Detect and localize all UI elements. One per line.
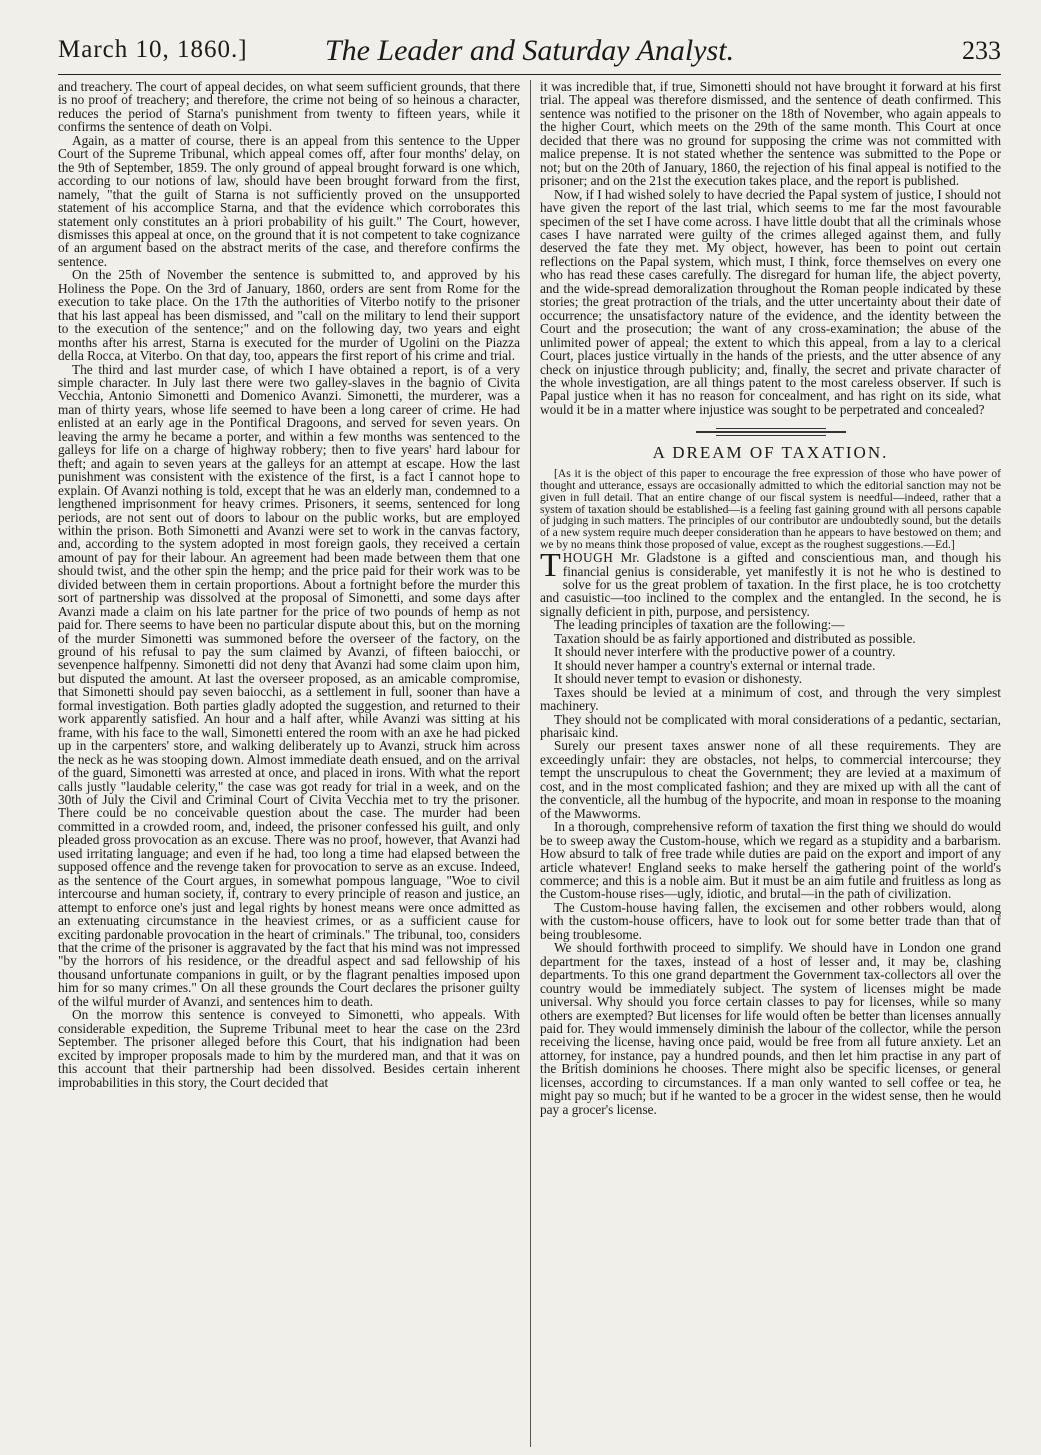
drop-cap: T (540, 547, 561, 585)
right-paragraph: Now, if I had wished solely to have decried the Papal system of justice, I should not have given the report of the last trial, which seems to me far the most favourable specimen of the set I have come across. I have little doubt that all the criminals whose cases I have narrated were guilty of the crimes alleged against them, and fully deserved the fate they met. My object, however, has been to point out certain reflections on the Papal system, which must, I think, force themselves on every one who has read these cases carefully. The disregard for human life, the abject poverty, and the wide-spread demoralization throughout the Roman people indicated by these stories; the great protraction of the trials, and the utter uncertainty about their date of occurrence; the unsatisfactory nature of the evidence, and the identity between the Court and the prosecution; the want of any cross-examination; the abuse of the unlimited power of appeal; the extent to which this appeal, from a lay to a clerical Court, places justice virtually in the hands of the priests, and the utter absence of any check on injustice through publicity; and, finally, the secret and private character of the whole investigation, are all things patent to the most careless observer. If such is Papal justice when it has no reason for concealment, and has right on its side, what would it be in a matter where injustice was sought to be perpetrated and concealed? (540, 186, 1001, 417)
left-paragraph: On the morrow this sentence is conveyed to Simonetti, who appeals. With considerable expedition, the Supreme Tribunal meet to hear the case on the 23rd September. The prisoner alleged before this Court, that his indignation had been excited by improper proposals made to him by the murdered man, and that it was on this account that their partnership had been dissolved. Besides certain inherent improbabilities in this story, the Court decided that (58, 1007, 520, 1090)
article-title: A DREAM OF TAXATION. (652, 443, 889, 463)
article-paragraph: In a thorough, comprehensive reform of taxation the first thing we should do would be to sweep away the Custom-house, which we regard as a stupidity and a barbarism. How absurd to talk of free trade while duties are paid on the export and import of any article whatever! England seeks to make herself the gathering point of the world's commerce; and this is a noble aim. But it must be an aim futile and fruitless as long as the Custom-house rises—ugly, idiotic, and brutal—in the path of civilization. (540, 819, 1001, 902)
article-paragraph: It should never hamper a country's external or internal trade. (554, 657, 876, 673)
column-divider (530, 80, 531, 1447)
article-paragraph: We should forthwith proceed to simplify. We should have in London one grand department for the taxes, instead of a host of lesser and, it may be, clashing departments. To this one grand department the Government tax-collectors all over the country would be immediately subject. The system of licenses might be made universal. Why should you force certain classes to pay for licenses, while so many others are exempted? But licenses for life would often be better than licenses annually paid for. They would immensely diminish the labour of the collector, while the person receiving the license, having once paid, would be free from all future anxiety. Let an attorney, for instance, pay a hundred pounds, and then let him practise in any part of the British dominions he chooses. There might also be specific licenses, or general licenses, according to circumstances. If a man only wanted to sell coffee or tea, he might pay so much; but if he wanted to be a grocer in the widest sense, then he would pay a grocer's license. (540, 940, 1001, 1117)
date-bracket: ] (238, 36, 248, 63)
left-paragraph: Again, as a matter of course, there is an appeal from this sentence to the Upper Court of the Supreme Tribunal, which appeal comes off, after four months' delay, on the 9th of September, 1859. The only ground of appeal brought forward is one which, according to our notions of law, should have been brought forward from the first, namely, "that the guilt of Starna is not sufficiently proved on the unsupported statement of his accomplice Starna, and that the evidence which corroborates this statement only constitutes an à priori probability of his guilt." The Court, however, dismisses this appeal at once, on the ground that it is not competent to take cognizance of an argument based on the abstract merits of the case, and therefore confirms the sentence. (58, 132, 520, 269)
article-paragraph: Taxation should be as fairly apportioned and distributed as possible. (554, 630, 916, 646)
article-paragraph: Taxes should be levied at a minimum of cost, and through the very simplest machinery. (540, 684, 1001, 714)
left-column (58, 80, 520, 1447)
right-column (540, 80, 1001, 1447)
article-paragraph: The Custom-house having fallen, the excisemen and other robbers would, along with the custom-house officers, have to look out for some better trade than that of being troublesome. (540, 899, 1001, 942)
article-paragraph: They should not be complicated with moral considerations of a pedantic, sectarian, pharisaic kind. (540, 711, 1001, 741)
header-rule (58, 74, 1001, 75)
columns (58, 80, 1001, 1447)
article-paragraph: Surely our present taxes answer none of all these requirements. They are exceedingly unfair: they are obstacles, not helps, to commercial intercourse; they tempt the unscrupulous to cheat the Government; they are levied at a maximum of cost, and in the most complicated fashion; and they are mixed up with all the cant of the conventicle, all the humbug of the hypocrite, and moan in response to the moaning of the Mawworms. (540, 738, 1001, 821)
article-paragraph: It should never interfere with the productive power of a country. (554, 644, 896, 660)
article-paragraph: The leading principles of taxation are the following:— (554, 617, 845, 633)
editor-note: [As it is the object of this paper to encourage the free expression of those who have power of thought and utterance, essays are occasionally admitted to which the editorial sanction may not be given in full detail. That an entire change of our fiscal system is needful—indeed, rather that a system of taxation should be established—is a feeling fast gaining ground with all persons capable of judging in such matters. The principles of our contributor are undoubtedly sound, but the details of a new system require much deeper consideration than he appears to have bestowed on them; and we by no means think those proposed of value, except as the roughest suggestions.—Ed.] (540, 466, 1001, 552)
issue-date: March 10, 1860.] (58, 36, 248, 63)
lead-text: Mr. Gladstone is a gifted and conscientious man, and though his financial genius is considerable, yet manifestly it is not he who is destined to solve for us the great problem of taxation. In the first place, he is too crotchetty and casuistic—too inclined to the complex and the entangled. In the second, he is signally deficient in pith, purpose, and persistency. (540, 550, 1001, 619)
right-paragraph: it was incredible that, if true, Simonetti should not have brought it forward at his first trial. The appeal was therefore dismissed, and the sentence of death confirmed. This sentence was notified to the prisoner on the 18th of November, who again appeals to the higher Court, which meets on the 29th of the same month. This Court at once decided that there was no ground for supposing the crime was not committed with malice prepense. It is not stated whether the sentence was submitted to the Pope or not; but on the 20th of January, 1860, the rejection of his final appeal is notified to the prisoner; and on the 21st the execution takes place, and the report is published. (540, 80, 1001, 189)
masthead (58, 30, 1001, 74)
article-paragraph: It should never tempt to evasion or dishonesty. (554, 671, 803, 687)
lead-caps: HOUGH (562, 550, 614, 566)
left-paragraph: On the 25th of November the sentence is submitted to, and approved by his Holiness the Pope. On the 3rd of January, 1860, orders are sent from Rome for the execution to take place. On the 17th the authorities of Viterbo notify to the prisoner that his last appeal has been dismissed, and "call on the military to lend their support to the execution of the sentence;" and on the following day, two years and eight months after his arrest, Starna is executed for the murder of Ugolini on the Piazza della Rocca, at Viterbo. On that day, too, appears the first report of his crime and trial. (58, 267, 520, 364)
section-ornament (540, 428, 1001, 436)
page-number: 233 (962, 36, 1001, 65)
article-lead-paragraph (540, 547, 1001, 619)
publication-title: The Leader and Saturday Analyst. (324, 34, 735, 67)
left-paragraph: and treachery. The court of appeal decides, on what seem sufficient grounds, that there is no proof of treachery; and therefore, the crime not being of so heinous a character, reduces the period of Starna's punishment from twenty to fifteen years, while it confirms the sentence of death on Volpi. (58, 80, 520, 135)
left-paragraph: The third and last murder case, of which I have obtained a report, is of a very simple character. In July last there were two galley-slaves in the bagnio of Civita Vecchia, Antonio Simonetti and Domenico Avanzi. Simonetti, the murderer, was a man of thirty years, whose life seemed to have been a long career of crime. He had enlisted at an early age in the Pontifical Dragoons, and served for seven years. On leaving the army he became a porter, and within a few months was sentenced to the galleys for life on a charge of highway robbery; then to five years' hard labour for theft; and again to seven years at the galleys for an attempt at escape. How the last punishment was consistent with the existence of the first, is a fact I cannot hope to explain. Of Avanzi nothing is told, except that he was an elderly man, condemned to a lengthened imprisonment for heavy crimes. Prisoners, it seems, sentenced for long periods, are not sent out of doors to labour on the public works, but are employed within the prison. Both Simonetti and Avanzi were set to work in the canvas factory, and, according to the system adopted in most foreign gaols, they received a certain amount of pay for their labour. An agreement had been made between them that one should twist, and the other spin the hemp; and the price paid for their work was to be divided between them in certain proportions. About a fortnight before the murder this sort of partnership was dissolved at the proposal of Simonetti, and some days after Avanzi made a claim on his late partner for the price of two pounds of hemp as not paid for. There seems to have been no particular dispute about this, but on the morning of the murder Simonetti was summoned before the overseer of the factory, on the ground of his refusal to pay the sum claimed by Avanzi, of fifteen baiocchi, or sevenpence halfpenny. Simonetti did not deny that Avanzi had some claim upon him, but disputed the amount. At last the overseer proposed, as an amicable compromise, that Simonetti should pay seven baiocchi, as a settlement in full, sooner than have a formal investigation. Both parties gladly adopted the suggestion, and returned to their work apparently satisfied. An hour and a half after, while Avanzi was sitting at his frame, with his face to the wall, Simonetti entered the room with an axe he had picked up in the carpenters' store, and walking deliberately up to Avanzi, struck him across the neck as he was stooping down. Almost immediate death ensued, and on the arrival of the guard, Simonetti was arrested at once, and placed in irons. With what the report calls justly "laudable celerity," the case was got ready for trial in a week, and on the 30th of July the Civil and Criminal Court of Civita Vecchia met to try the prisoner. There could be no conceivable question about the case. The murder had been committed in a crowded room, and, indeed, the prisoner confessed his guilt, and only pleaded gross provocation as an excuse. There was no proof, however, that Avanzi had used irritating language; and even if he had, too long a time had elapsed between the supposed offence and the revenge taken for provocation to serve as an excuse. Indeed, as the sentence of the Court argues, in somewhat pompous language, "Woe to civil intercourse and human society, if, contrary to every principle of reason and justice, an attempt to enforce one's just and legal rights by honest means were once admitted as an extenuating circumstance in the heaviest crimes, or as a sufficient cause for exciting pardonable provocation in the heart of criminals." The tribunal, too, considers that the crime of the prisoner is aggravated by the fact that his mind was not impressed "by the horrors of his residence, or the dreadful aspect and sad fellowship of his thousand unfortunate companions in guilt, or by the flagrant penalties imposed upon him for so many crimes." On all these grounds the Court declares the prisoner guilty of the wilful murder of Avanzi, and sentences him to death. (58, 361, 520, 1009)
